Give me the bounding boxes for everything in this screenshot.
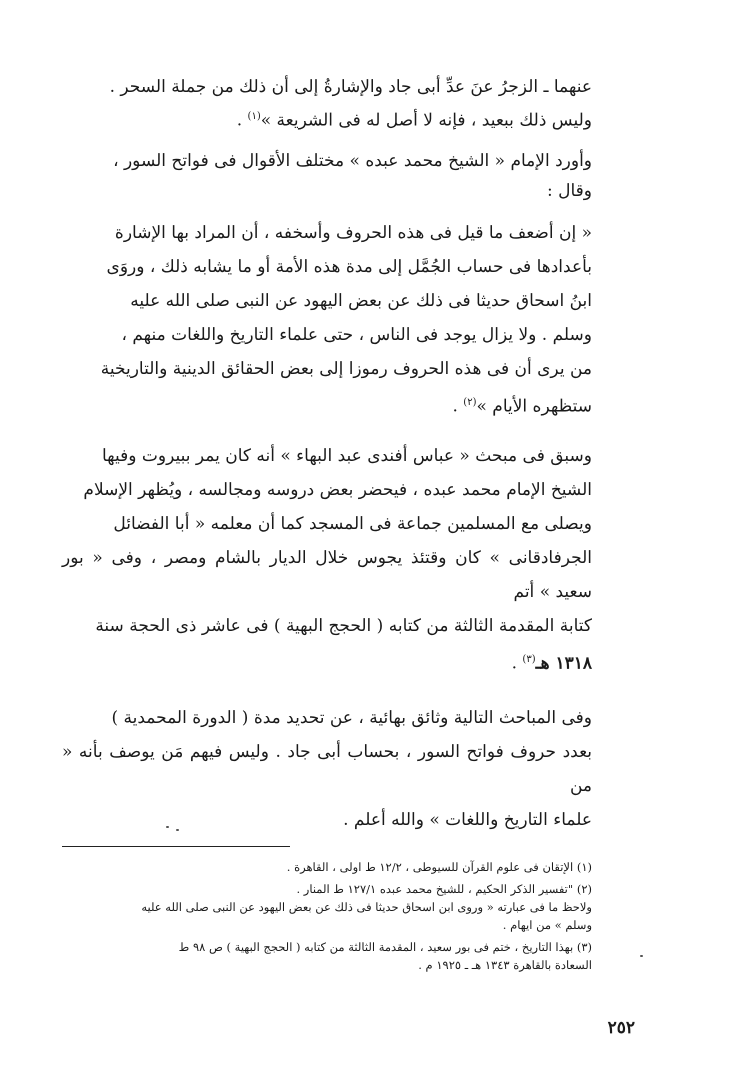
text-line: ويصلى مع المسلمين جماعة فى المسجد كما أن معلمه « أبا الفضائل <box>113 514 592 535</box>
footnote-line: (١) الإتقان فى علوم القرآن للسيوطى ، ١٢/٢ ط اولى ، القاهرة . <box>286 860 592 874</box>
text-line: بعدد حروف فواتح السور ، بحساب أبى جاد . وليس فيهم مَن يوصف بأنه « من <box>62 741 592 796</box>
text-line <box>62 643 592 681</box>
text-line: علماء التاريخ واللغات » والله أعلم . <box>343 809 592 830</box>
footnote-line: (٣) بهذا التاريخ ، ختم فى بور سعيد ، المقدمة الثالثة من كتابه ( الحجج البهية ) ص ٩٨ ط <box>178 940 592 954</box>
paragraph-1 <box>62 72 592 136</box>
scan-speck <box>166 826 169 828</box>
paragraph-4 <box>62 701 592 837</box>
footnote-line: وسلم » من ايهام . <box>502 918 592 932</box>
paragraph-2 <box>62 146 592 206</box>
text-line: « إن أضعف ما قيل فى هذه الحروف وأسخفه ، أن المراد بها الإشارة <box>114 222 592 243</box>
footnote-line: السعادة بالقاهرة ١٣٤٣ هـ ـ ١٩٢٥ م . <box>418 958 592 972</box>
text-line: كتابة المقدمة الثالثة من كتابه ( الحجج البهية ) فى عاشر ذى الحجة سنة <box>95 616 592 637</box>
footnotes <box>60 858 592 978</box>
text-line: الشيخ الإمام محمد عبده ، فيحضر بعض دروسه ومجالسه ، ويُظهر الإسلام <box>83 480 592 501</box>
text-line: وسلم . ولا يزال يوجد فى الناس ، حتى علماء التاريخ واللغات منهم ، <box>121 324 592 345</box>
text-line: وأورد الإمام « الشيخ محمد عبده » مختلف الأقوال فى فواتح السور ، <box>113 150 592 171</box>
text-span: . <box>236 110 248 131</box>
footnote-line: (٢) "تفسير الذكر الحكيم ، للشيخ محمد عبده ١٢٧/١ ط المنار . <box>296 882 592 896</box>
text-line: الجرفادقانى » كان وقتئذ يجوس خلال الديار بالشام ومصر ، وفى « بور سعيد » أتم <box>62 548 592 603</box>
footnote-ref-3: (٣) <box>522 654 536 666</box>
text-line: ابنُ اسحاق حديثا فى ذلك عن بعض اليهود عن النبى صلى الله عليه <box>130 290 592 311</box>
text-line: عنهما ـ الزجرُ عنَ عدِّ أبى جاد والإشارةُ إلى أن ذلك من جملة السحر . <box>109 77 592 97</box>
date-text: ١٣١٨ هـ <box>535 653 592 674</box>
footnote-separator <box>62 846 290 847</box>
text-line: وفى المباحث التالية وثائق بهائية ، عن تحديد مدة ( الدورة المحمدية ) <box>111 707 592 728</box>
main-text <box>62 72 592 837</box>
text-span: . <box>511 653 523 674</box>
footnote-ref-1: (١) <box>247 111 261 122</box>
footnote-1 <box>60 858 592 876</box>
text-line: وقال : <box>547 180 592 201</box>
text-line: من يرى أن فى هذه الحروف رموزا إلى بعض الحقائق الدينية والتاريخية <box>100 358 592 379</box>
text-span: وليس ذلك ببعيد ، فإنه لا أصل له فى الشريعة » <box>260 110 592 131</box>
footnote-3 <box>60 938 592 974</box>
quotation <box>62 216 592 424</box>
paragraph-3 <box>62 439 592 681</box>
text-line <box>62 386 592 424</box>
text-span: . <box>452 396 464 417</box>
text-line: بأعدادها فى حساب الجُمَّل إلى مدة هذه الأمة أو ما يشابه ذلك ، وروَى <box>106 256 592 277</box>
footnote-line: ولاحظ ما فى عبارته « وروى ابن اسحاق حديثا فى ذلك عن بعض اليهود عن النبى صلى الله عليه <box>141 900 592 914</box>
scan-speck <box>176 829 179 831</box>
scan-speck <box>640 955 643 957</box>
footnote-2 <box>60 880 592 934</box>
text-span: ستظهره الأيام » <box>476 396 592 417</box>
page-number: ٢٥٢ <box>607 1018 635 1038</box>
text-line: وسبق فى مبحث « عباس أفندى عبد البهاء » أنه كان يمر ببيروت وفيها <box>102 446 592 467</box>
footnote-ref-2: (٢) <box>463 396 477 408</box>
text-line <box>62 102 592 136</box>
